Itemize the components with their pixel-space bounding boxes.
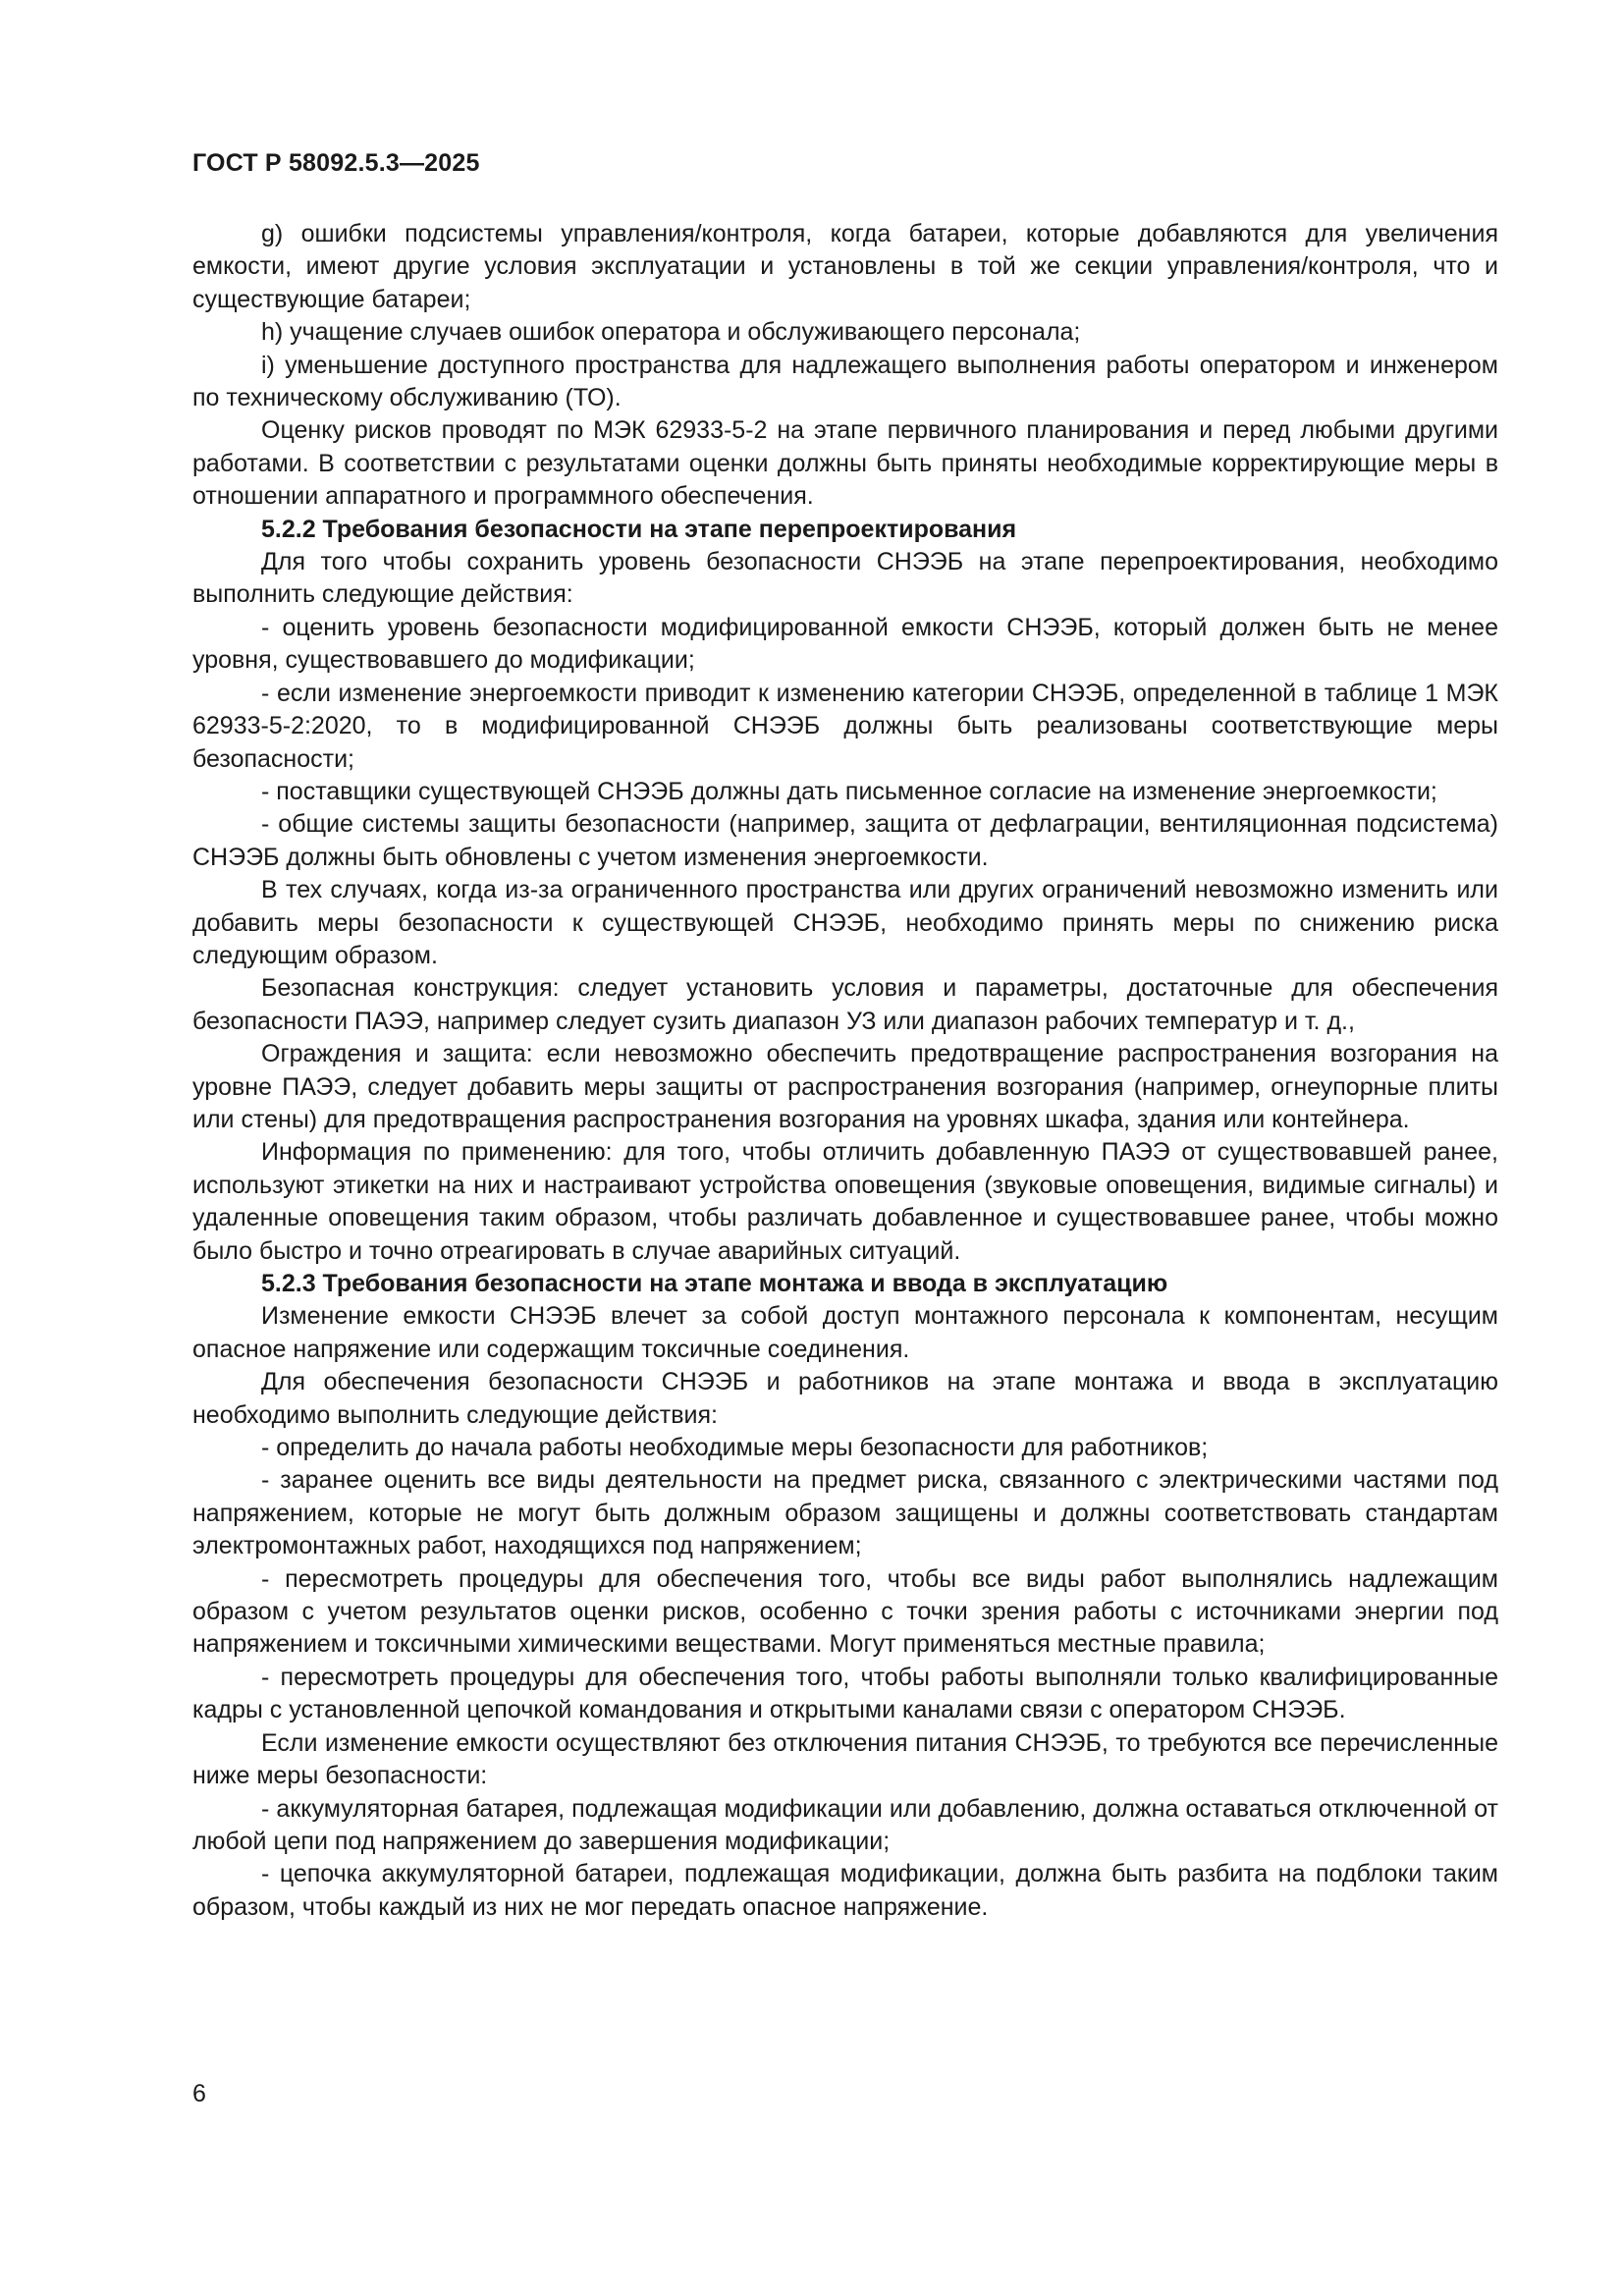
document-body <box>192 218 1498 1924</box>
list-item: - общие системы защиты безопасности (например, защита от дефлаграции, вентиляционная подсистема) СНЭЭБ должны быть обновлены с учетом изменения энергоемкости. <box>192 810 1498 871</box>
paragraph: В тех случаях, когда из-за ограниченного пространства или других ограничений невозможно изменить или добавить меры безопасности к существующей СНЭЭБ, необходимо принять меры по снижению риска следующим образом. <box>192 876 1498 969</box>
list-item: - определить до начала работы необходимые меры безопасности для работников; <box>261 1434 1209 1462</box>
paragraph: Если изменение емкости осуществляют без отключения питания СНЭЭБ, то требуются все перечисленные ниже меры безопасности: <box>192 1728 1498 1790</box>
list-item: - цепочка аккумуляторной батареи, подлежащая модификации, должна быть разбита на подблоки таким образом, чтобы каждый из них не мог передать опасное напряжение. <box>192 1860 1498 1921</box>
section-heading: 5.2.2 Требования безопасности на этапе перепроектирования <box>261 515 1017 543</box>
paragraph: Для обеспечения безопасности СНЭЭБ и работников на этапе монтажа и ввода в эксплуатацию необходимо выполнить следующие действия: <box>192 1368 1498 1429</box>
paragraph: h) учащение случаев ошибок оператора и обслуживающего персонала; <box>261 318 1081 347</box>
paragraph: Для того чтобы сохранить уровень безопасности СНЭЭБ на этапе перепроектирования, необходимо выполнить следующие действия: <box>192 548 1498 609</box>
paragraph: i) уменьшение доступного пространства для надлежащего выполнения работы оператором и инженером по техническому обслуживанию (ТО). <box>192 351 1498 412</box>
document-header: ГОСТ Р 58092.5.3—2025 <box>192 149 480 177</box>
list-item: - заранее оценить все виды деятельности на предмет риска, связанного с электрическими частями под напряжением, которые не могут быть должным образом защищены и должны соответствовать стандартам электромонтажных работ, находящихся под напряжением; <box>192 1466 1498 1560</box>
paragraph: Ограждения и защита: если невозможно обеспечить предотвращение распространения возгорания на уровне ПАЭЭ, следует добавить меры защиты от распространения возгорания (например, огнеупорные плиты или стены) для предотвращения распространения возгорания на уровнях шкафа, здания или контейнера. <box>192 1040 1498 1133</box>
paragraph: Безопасная конструкция: следует установить условия и параметры, достаточные для обеспечения безопасности ПАЭЭ, например следует сузить диапазон УЗ или диапазон рабочих температур и т. д., <box>192 974 1498 1035</box>
section-heading: 5.2.3 Требования безопасности на этапе монтажа и ввода в эксплуатацию <box>261 1270 1168 1297</box>
list-item: - если изменение энергоемкости приводит к изменению категории СНЭЭБ, определенной в таблице 1 МЭК 62933-5-2:2020, то в модифицированной СНЭЭБ должны быть реализованы соответствующие меры безопасности; <box>192 679 1498 773</box>
paragraph: Информация по применению: для того, чтобы отличить добавленную ПАЭЭ от существовавшей ранее, используют этикетки на них и настраивают устройства оповещения (звуковые оповещения, видимые сигналы) и удаленные оповещения таким образом, чтобы различать добавленное и существовавшее ранее, чтобы можно было быстро и точно отреагировать в случае аварийных ситуаций. <box>192 1138 1498 1265</box>
list-item: - оценить уровень безопасности модифицированной емкости СНЭЭБ, который должен быть не менее уровня, существовавшего до модификации; <box>192 613 1498 675</box>
paragraph: Оценку рисков проводят по МЭК 62933-5-2 на этапе первичного планирования и перед любыми другими работами. В соответствии с результатами оценки должны быть приняты необходимые корректирующие меры в отношении аппаратного и программного обеспечения. <box>192 416 1498 511</box>
paragraph: g) ошибки подсистемы управления/контроля, когда батареи, которые добавляются для увеличения емкости, имеют другие условия эксплуатации и установлены в той же секции управления/контроля, что и существующие батареи; <box>192 220 1498 313</box>
list-item: - пересмотреть процедуры для обеспечения того, чтобы работы выполняли только квалифицированные кадры с установленной цепочкой командования и открытыми каналами связи с оператором СНЭЭБ. <box>192 1663 1498 1724</box>
list-item: - поставщики существующей СНЭЭБ должны дать письменное согласие на изменение энергоемкости; <box>261 777 1437 805</box>
page-number: 6 <box>192 2080 206 2107</box>
paragraph: Изменение емкости СНЭЭБ влечет за собой доступ монтажного персонала к компонентам, несущим опасное напряжение или содержащим токсичные соединения. <box>192 1302 1498 1363</box>
list-item: - аккумуляторная батарея, подлежащая модификации или добавлению, должна оставаться отключенной от любой цепи под напряжением до завершения модификации; <box>192 1794 1498 1855</box>
list-item: - пересмотреть процедуры для обеспечения того, чтобы все виды работ выполнялись надлежащим образом с учетом результатов оценки рисков, особенно с точки зрения работы с источниками энергии под напряжением и токсичными химическими веществами. Могут применяться местные правила; <box>192 1564 1498 1659</box>
